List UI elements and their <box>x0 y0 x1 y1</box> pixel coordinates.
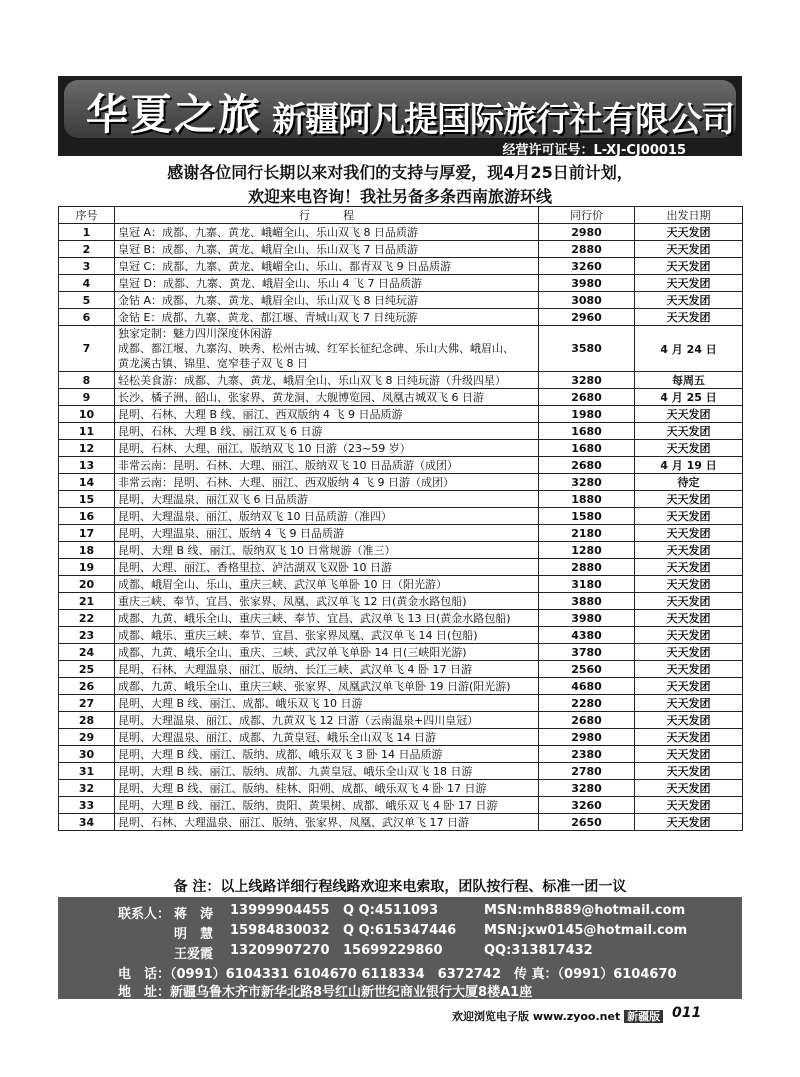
row-itinerary: 金钻 A：成都、九寨、黄龙、峨眉全山、乐山双飞 8 日纯玩游 <box>115 292 539 309</box>
contact-qq-1: Q Q:4511093 <box>343 903 439 918</box>
row-no: 13 <box>59 457 115 474</box>
itinerary-table <box>58 206 743 831</box>
table-row <box>59 474 743 491</box>
page-number: 011 <box>672 1005 702 1021</box>
table-row <box>59 525 743 542</box>
row-price: 3780 <box>539 644 635 661</box>
row-no: 31 <box>59 763 115 780</box>
contact-msn-1: MSN:mh8889@hotmail.com <box>484 903 686 918</box>
row-price: 3180 <box>539 576 635 593</box>
contact-tel: 电 话：（0991）6104331 6104670 6118334 6372742 传 真：（0991）6104670 <box>118 967 677 982</box>
row-price: 3280 <box>539 780 635 797</box>
row-itinerary: 皇冠 D：成都、九寨、黄龙、峨眉全山、乐山 4 飞 7 日品质游 <box>115 275 539 292</box>
intro-line-2: 欢迎来电咨询！我社另备多条西南旅游环线 <box>247 187 552 206</box>
header-no: 序号 <box>59 207 115 224</box>
row-itinerary: 昆明、石林、大理 B 线、丽江双飞 6 日游 <box>115 423 539 440</box>
row-no: 7 <box>59 326 115 372</box>
row-price: 2560 <box>539 661 635 678</box>
row-no: 27 <box>59 695 115 712</box>
row-date: 天天发团 <box>635 559 743 576</box>
row-date: 天天发团 <box>635 712 743 729</box>
row-price: 2880 <box>539 559 635 576</box>
row-price: 3980 <box>539 275 635 292</box>
table-row <box>59 814 743 831</box>
banner-panel <box>64 80 736 138</box>
row-date: 天天发团 <box>635 275 743 292</box>
row-no: 32 <box>59 780 115 797</box>
row-price: 4380 <box>539 627 635 644</box>
table-row <box>59 508 743 525</box>
row-itinerary: 昆明、大理 B 线、丽江、版纳双飞 10 日常规游（准三） <box>115 542 539 559</box>
row-date: 天天发团 <box>635 678 743 695</box>
contact-name-2: 明 慧 <box>174 927 214 942</box>
table-row <box>59 372 743 389</box>
row-date: 天天发团 <box>635 763 743 780</box>
row-no: 21 <box>59 593 115 610</box>
row-itinerary-line: 成都、都江堰、九寨沟、映秀、松州古城、红军长征纪念碑、乐山大佛、峨眉山、 <box>118 342 514 355</box>
row-date: 天天发团 <box>635 309 743 326</box>
table-row <box>59 258 743 275</box>
row-no: 12 <box>59 440 115 457</box>
row-itinerary: 昆明、大理 B 线、丽江、版纳、成都、九黄皇冠、峨乐全山双飞 18 日游 <box>115 763 539 780</box>
row-price: 1580 <box>539 508 635 525</box>
table-row <box>59 678 743 695</box>
row-price: 1680 <box>539 423 635 440</box>
header-itinerary: 行 程 <box>115 207 539 224</box>
row-itinerary <box>115 326 539 372</box>
row-price: 2650 <box>539 814 635 831</box>
row-price: 3260 <box>539 258 635 275</box>
footer-text: 欢迎浏览电子版 <box>452 1010 529 1023</box>
row-price: 2980 <box>539 729 635 746</box>
row-itinerary: 长沙、橘子洲、韶山、张家界、黄龙洞、大舰博览园、凤凰古城双飞 6 日游 <box>115 389 539 406</box>
row-no: 11 <box>59 423 115 440</box>
company-name: 新疆阿凡提国际旅行社有限公司 <box>272 100 734 140</box>
row-itinerary: 昆明、石林、大理温泉、丽江、版纳、长江三峡、武汉单飞 4 卧 17 日游 <box>115 661 539 678</box>
row-no: 22 <box>59 610 115 627</box>
row-date: 天天发团 <box>635 440 743 457</box>
row-price: 2680 <box>539 712 635 729</box>
row-itinerary: 成都、峨眉全山、乐山、重庆三峡、武汉单飞单卧 10 日（阳光游） <box>115 576 539 593</box>
header-banner <box>58 76 742 156</box>
row-itinerary: 昆明、大理温泉、丽江、成都、九黄双飞 12 日游（云南温泉+四川皇冠） <box>115 712 539 729</box>
row-price: 2880 <box>539 241 635 258</box>
table-row <box>59 610 743 627</box>
remark: 备 注：以上线路详细行程线路欢迎来电索取，团队按行程、标准一团一议 <box>173 879 627 895</box>
row-date: 待定 <box>635 474 743 491</box>
row-itinerary: 皇冠 C：成都、九寨、黄龙、峨嵋全山、乐山、都青双飞 9 日品质游 <box>115 258 539 275</box>
table-row <box>59 559 743 576</box>
row-no: 10 <box>59 406 115 423</box>
row-itinerary: 昆明、大理 B 线、丽江、版纳、贵阳、黄果树、成都、峨乐双飞 4 卧 17 日游 <box>115 797 539 814</box>
row-price: 3260 <box>539 797 635 814</box>
row-no: 23 <box>59 627 115 644</box>
row-no: 2 <box>59 241 115 258</box>
row-no: 34 <box>59 814 115 831</box>
table-row <box>59 763 743 780</box>
row-date: 每周五 <box>635 372 743 389</box>
table-row <box>59 326 743 372</box>
row-no: 4 <box>59 275 115 292</box>
row-date: 天天发团 <box>635 241 743 258</box>
row-date: 天天发团 <box>635 542 743 559</box>
row-date: 天天发团 <box>635 525 743 542</box>
table-row <box>59 406 743 423</box>
row-date: 天天发团 <box>635 746 743 763</box>
table-row <box>59 712 743 729</box>
row-price: 3280 <box>539 372 635 389</box>
row-no: 5 <box>59 292 115 309</box>
row-date: 天天发团 <box>635 644 743 661</box>
table-row <box>59 440 743 457</box>
row-itinerary: 金钻 E：成都、九寨、黄龙、都江堰、青城山双飞 7 日纯玩游 <box>115 309 539 326</box>
intro-line-1: 感谢各位同行长期以来对我们的支持与厚爱，现4月25日前计划， <box>167 163 633 182</box>
row-price: 3980 <box>539 610 635 627</box>
row-price: 2180 <box>539 525 635 542</box>
row-no: 20 <box>59 576 115 593</box>
table-row <box>59 695 743 712</box>
row-no: 9 <box>59 389 115 406</box>
row-no: 15 <box>59 491 115 508</box>
row-price: 2680 <box>539 457 635 474</box>
row-itinerary: 成都、九黄、峨乐全山、重庆三峡、张家界、凤凰武汉单飞单卧 19 日游(阳光游) <box>115 678 539 695</box>
row-itinerary: 昆明、大理 B 线、丽江、成都、峨乐双飞 10 日游 <box>115 695 539 712</box>
row-no: 17 <box>59 525 115 542</box>
row-price: 3880 <box>539 593 635 610</box>
table-row <box>59 576 743 593</box>
row-price: 2680 <box>539 389 635 406</box>
row-no: 6 <box>59 309 115 326</box>
contact-name-3: 王爱霞 <box>174 947 214 962</box>
row-price: 3280 <box>539 474 635 491</box>
row-itinerary: 成都、峨乐、重庆三峡、奉节、宜昌、张家界凤凰、武汉单飞 14 日(包船) <box>115 627 539 644</box>
contact-qq-2: Q Q:615347446 <box>343 923 457 938</box>
row-itinerary: 昆明、石林、大理、丽江、版纳双飞 10 日游（23~59 岁） <box>115 440 539 457</box>
row-itinerary: 昆明、大理、丽江、香格里拉、泸沽湖双飞双卧 10 日游 <box>115 559 539 576</box>
row-itinerary-line: 独家定制：魅力四川深度休闲游 <box>118 327 272 340</box>
license-number: 经营许可证号：L-XJ-CJ00015 <box>502 143 686 158</box>
row-itinerary: 昆明、大理温泉、丽江、成都、九黄皇冠、峨乐全山双飞 14 日游 <box>115 729 539 746</box>
footer-tag: 新疆版 <box>624 1010 663 1023</box>
table-row <box>59 661 743 678</box>
row-date: 天天发团 <box>635 508 743 525</box>
table-body <box>59 224 743 831</box>
table-row <box>59 780 743 797</box>
footer-site: www.zyoo.net <box>532 1010 621 1023</box>
table-row <box>59 491 743 508</box>
row-date: 天天发团 <box>635 576 743 593</box>
table-row <box>59 593 743 610</box>
row-date: 天天发团 <box>635 780 743 797</box>
contact-phone-3: 13209907270 <box>230 943 330 958</box>
row-no: 19 <box>59 559 115 576</box>
row-no: 16 <box>59 508 115 525</box>
row-date: 天天发团 <box>635 729 743 746</box>
row-date: 天天发团 <box>635 224 743 241</box>
row-date: 天天发团 <box>635 292 743 309</box>
table-row <box>59 423 743 440</box>
row-itinerary: 昆明、大理温泉、丽江双飞 6 日品质游 <box>115 491 539 508</box>
contact-label: 联系人： <box>118 907 171 922</box>
row-date: 天天发团 <box>635 627 743 644</box>
row-itinerary: 昆明、大理 B 线、丽江、版纳、桂林、阳朔、成都、峨乐双飞 4 卧 17 日游 <box>115 780 539 797</box>
row-itinerary: 昆明、大理温泉、丽江、版纳双飞 10 日品质游（准四） <box>115 508 539 525</box>
row-no: 30 <box>59 746 115 763</box>
row-itinerary: 昆明、大理 B 线、丽江、版纳、成都、峨乐双飞 3 卧 14 日品质游 <box>115 746 539 763</box>
row-date: 天天发团 <box>635 797 743 814</box>
row-price: 2380 <box>539 746 635 763</box>
row-no: 29 <box>59 729 115 746</box>
table-row <box>59 542 743 559</box>
table-row <box>59 389 743 406</box>
row-date: 4 月 19 日 <box>635 457 743 474</box>
table-row <box>59 746 743 763</box>
table-row <box>59 292 743 309</box>
table-row <box>59 275 743 292</box>
row-price: 1280 <box>539 542 635 559</box>
row-no: 3 <box>59 258 115 275</box>
row-itinerary: 轻松美食游：成都、九寨、黄龙、峨眉全山、乐山双飞 8 日纯玩游（升级四星） <box>115 372 539 389</box>
row-price: 3080 <box>539 292 635 309</box>
row-date: 天天发团 <box>635 258 743 275</box>
table-row <box>59 241 743 258</box>
brand-logo-text: 华夏之旅 <box>86 90 263 139</box>
table-row <box>59 457 743 474</box>
row-itinerary: 皇冠 A：成都、九寨、黄龙、峨嵋全山、乐山双飞 8 日品质游 <box>115 224 539 241</box>
contact-phone-2: 15984830032 <box>230 923 330 938</box>
row-price: 1980 <box>539 406 635 423</box>
row-price: 2980 <box>539 224 635 241</box>
row-no: 8 <box>59 372 115 389</box>
row-price: 1680 <box>539 440 635 457</box>
page <box>58 76 742 999</box>
row-no: 28 <box>59 712 115 729</box>
table-row <box>59 224 743 241</box>
row-date: 4 月 24 日 <box>635 326 743 372</box>
row-price: 2280 <box>539 695 635 712</box>
row-price: 2780 <box>539 763 635 780</box>
row-no: 33 <box>59 797 115 814</box>
row-date: 天天发团 <box>635 423 743 440</box>
row-no: 26 <box>59 678 115 695</box>
row-no: 1 <box>59 224 115 241</box>
row-no: 25 <box>59 661 115 678</box>
table-header-row <box>59 207 743 224</box>
contact-panel <box>58 897 742 999</box>
table-row <box>59 627 743 644</box>
row-date: 天天发团 <box>635 661 743 678</box>
table-row <box>59 309 743 326</box>
row-date: 天天发团 <box>635 610 743 627</box>
row-itinerary: 昆明、石林、大理 B 线、丽江、西双版纳 4 飞 9 日品质游 <box>115 406 539 423</box>
row-itinerary: 重庆三峡、奉节、宜昌、张家界、凤凰、武汉单飞 12 日(黄金水路包船) <box>115 593 539 610</box>
row-no: 18 <box>59 542 115 559</box>
contact-address: 地 址：新疆乌鲁木齐市新华北路8号红山新世纪商业银行大厦8楼A1座 <box>118 985 533 1000</box>
row-price: 4680 <box>539 678 635 695</box>
row-no: 14 <box>59 474 115 491</box>
row-itinerary-line: 黄龙溪古镇、锦里、宽窄巷子双飞 8 日 <box>118 357 308 370</box>
row-itinerary: 非常云南：昆明、石林、大理、丽江、版纳双飞 10 日品质游（成团） <box>115 457 539 474</box>
row-itinerary: 昆明、大理温泉、丽江、版纳 4 飞 9 日品质游 <box>115 525 539 542</box>
table-row <box>59 729 743 746</box>
row-itinerary: 非常云南：昆明、石林、大理、丽江、西双版纳 4 飞 9 日游（成团） <box>115 474 539 491</box>
table-row <box>59 797 743 814</box>
contact-msn-3: QQ:313817432 <box>484 943 593 958</box>
contact-phone-1: 13999904455 <box>230 903 330 918</box>
contact-qq-3: 15699229860 <box>343 943 443 958</box>
row-no: 24 <box>59 644 115 661</box>
row-price: 3580 <box>539 326 635 372</box>
header-price: 同行价 <box>539 207 635 224</box>
contact-name-1: 蒋 涛 <box>174 907 214 922</box>
row-date: 4 月 25 日 <box>635 389 743 406</box>
row-itinerary: 成都、九黄、峨乐全山、重庆三峡、奉节、宜昌、武汉单飞 13 日(黄金水路包船) <box>115 610 539 627</box>
row-date: 天天发团 <box>635 491 743 508</box>
row-date: 天天发团 <box>635 406 743 423</box>
row-price: 1880 <box>539 491 635 508</box>
row-date: 天天发团 <box>635 695 743 712</box>
table-row <box>59 644 743 661</box>
row-itinerary: 成都、九黄、峨乐全山、重庆、三峡、武汉单飞单卧 14 日(三峡阳光游) <box>115 644 539 661</box>
contact-msn-2: MSN:jxw0145@hotmail.com <box>484 923 688 938</box>
row-itinerary: 昆明、石林、大理温泉、丽江、版纳、张家界、凤凰、武汉单飞 17 日游 <box>115 814 539 831</box>
row-date: 天天发团 <box>635 593 743 610</box>
row-itinerary: 皇冠 B：成都、九寨、黄龙、峨眉全山、乐山双飞 7 日品质游 <box>115 241 539 258</box>
row-date: 天天发团 <box>635 814 743 831</box>
row-price: 2960 <box>539 309 635 326</box>
header-date: 出发日期 <box>635 207 743 224</box>
